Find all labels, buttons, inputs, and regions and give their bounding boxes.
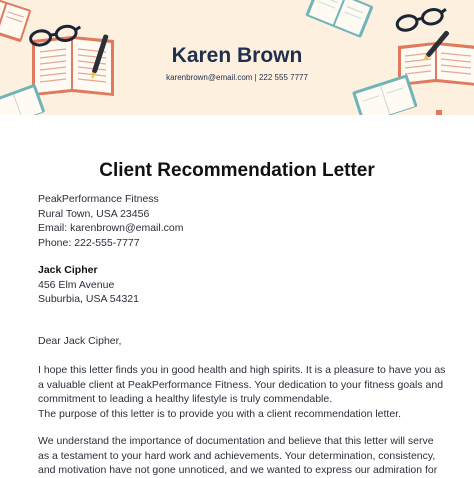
sender-address: Rural Town, USA 23456: [38, 207, 183, 222]
sender-email: Email: karenbrown@email.com: [38, 221, 183, 236]
letter-title: Client Recommendation Letter: [0, 160, 474, 182]
recipient-address-block: [38, 263, 139, 307]
open-book-icon: [305, 0, 373, 38]
paragraph-1: [38, 363, 445, 421]
paragraph-line: The purpose of this letter is to provide you with a client recommendation letter.: [38, 407, 445, 422]
glasses-icon: [396, 6, 449, 32]
sender-address-block: [38, 192, 183, 250]
paragraph-line: We understand the importance of documentation and believe that this letter will serve: [38, 434, 437, 449]
paragraph-line: commitment to leading a healthy lifestyle is truly commendable.: [38, 392, 445, 407]
paragraph-line: and motivation have not gone unnoticed, and we wanted to express our admiration for: [38, 463, 437, 478]
paragraph-line: I hope this letter finds you in good health and high spirits. It is a pleasure to have you as: [38, 363, 445, 378]
paragraph-2: [38, 434, 437, 478]
recipient-city: Suburbia, USA 54321: [38, 292, 139, 307]
sender-contact-line: karenbrown@email.com | 222 555 7777: [0, 73, 474, 82]
paragraph-line: a valuable client at PeakPerformance Fitness. Your dedication to your fitness goals and: [38, 378, 445, 393]
sender-name-heading: Karen Brown: [0, 44, 474, 68]
header-banner: [0, 0, 474, 115]
recipient-street: 456 Elm Avenue: [38, 278, 139, 293]
paragraph-line: as a testament to your hard work and achievements. Your determination, consistency,: [38, 449, 437, 464]
salutation: Dear Jack Cipher,: [38, 334, 121, 349]
bookmark-icon: [436, 110, 442, 115]
recipient-name: Jack Cipher: [38, 263, 139, 278]
sender-company: PeakPerformance Fitness: [38, 192, 183, 207]
sender-phone: Phone: 222-555-7777: [38, 236, 183, 251]
open-book-icon: [0, 0, 31, 42]
